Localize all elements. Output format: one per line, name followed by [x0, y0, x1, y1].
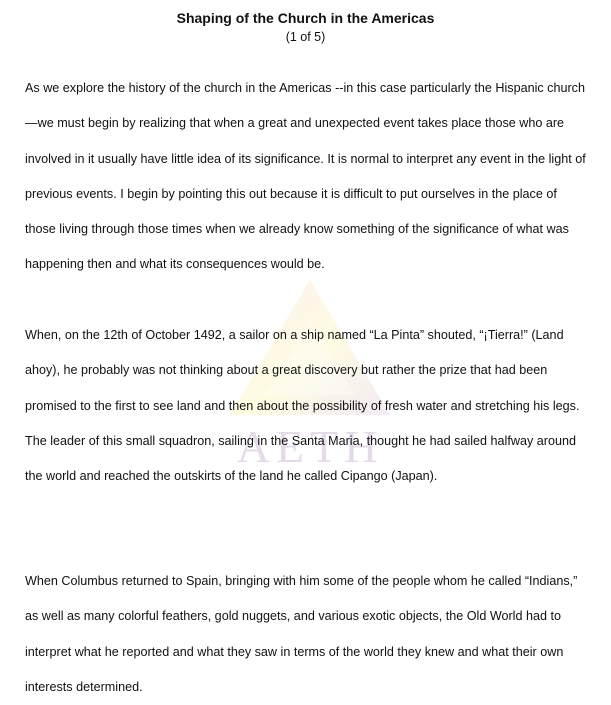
- watermark-text: AETH: [236, 421, 384, 472]
- document-title: Shaping of the Church in the Americas: [176, 10, 435, 26]
- paragraph-3: When Columbus returned to Spain, bringing with him some of the people whom he called “Indians,” as well as many colorful feathers, gold nuggets, and various exotic objects, the Old World had to interpret what he reported and what they saw in terms of the world they knew and what their own interests determined.: [25, 574, 578, 694]
- paragraph-2: When, on the 12th of October 1492, a sailor on a ship named “La Pinta” shouted, “¡Tierra!” (Land ahoy), he probably was not thinking about a great discovery but rather the prize that had been promised to the first to see land and then about the possibility of fresh water and stretching his legs. The leader of this small squadron, sailing in the Santa Maria, thought he had sailed halfway around the world and reached the outskirts of the land he called Cipango (Japan).: [25, 328, 580, 484]
- paragraph-1: As we explore the history of the church in the Americas --in this case particularly the Hispanic church—we must begin by realizing that when a great and unexpected event takes place those who are involved in it usually have little idea of its significance. It is normal to interpret any event in the light of previous events. I begin by pointing this out because it is difficult to put ourselves in the place of those living through those times when we already know something of the significance of what was happening then and what its consequences would be.: [25, 81, 586, 272]
- document-subtitle: (1 of 5): [285, 30, 326, 44]
